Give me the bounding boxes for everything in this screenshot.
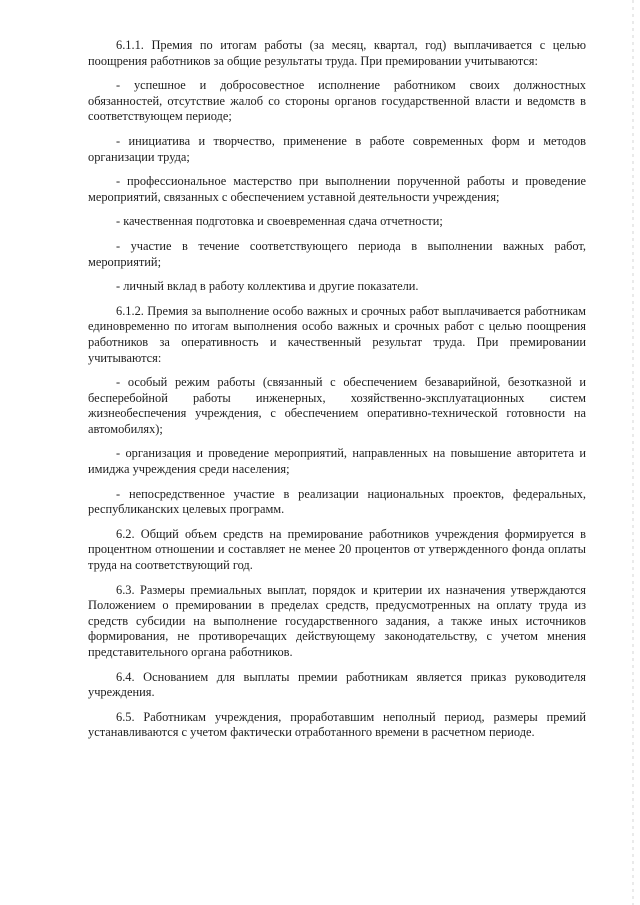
document-body: [88, 38, 586, 750]
list-item-initiative: - инициатива и творчество, применение в работе современных форм и методов организации труда;: [88, 133, 586, 164]
paragraph-6-3: 6.3. Размеры премиальных выплат, порядок и критерии их назначения утверждаются Положением о премировании в пределах средств, предусмотренных на оплату труда из средств субсидии на выполнение государственного задания, а также иных источников формирования, не противоречащих действующему законодательству, с учетом мнения представительного органа работников.: [88, 582, 586, 659]
list-item-reporting: - качественная подготовка и своевременная сдача отчетности;: [116, 214, 443, 229]
paragraph-6-1-2: 6.1.2. Премия за выполнение особо важных и срочных работ выплачивается работникам единовременно по итогам выполнения особо важных и срочных работ с целью поощрения работников за оперативность и качественный результат труда. При премировании учитываются:: [88, 303, 586, 365]
paragraph-6-5: 6.5. Работникам учреждения, проработавшим неполный период, размеры премий устанавливаются с учетом фактически отработанного времени в расчетном периоде.: [88, 709, 586, 740]
paragraph-6-2: 6.2. Общий объем средств на премирование работников учреждения формируется в процентном отношении и составляет не менее 20 процентов от утвержденного фонда оплаты труда на соответствующий год.: [88, 526, 586, 573]
list-item-participation: - участие в течение соответствующего периода в выполнении важных работ, мероприятий;: [88, 238, 586, 269]
list-item-national-projects: - непосредственное участие в реализации национальных проектов, федеральных, республиканских целевых программ.: [88, 486, 586, 517]
list-item-events: - организация и проведение мероприятий, направленных на повышение авторитета и имиджа учреждения среди населения;: [88, 446, 586, 477]
paragraph-6-1-1: 6.1.1. Премия по итогам работы (за месяц, квартал, год) выплачивается с целью поощрения работников за общие результаты труда. При премировании учитываются:: [88, 38, 586, 68]
list-item-professionalism: - профессиональное мастерство при выполнении порученной работы и проведение мероприятий, связанных с обеспечением уставной деятельности учреждения;: [88, 174, 586, 204]
scan-edge-mark: [632, 0, 634, 905]
list-item-special-mode: - особый режим работы (связанный с обеспечением безаварийной, безотказной и бесперебойной работы инженерных, хозяйственно-эксплуатационных систем жизнеобеспечения учреждения, с обеспечением оперативно-технической готовности на автомобилях);: [88, 375, 586, 436]
list-item-contribution: - личный вклад в работу коллектива и другие показатели.: [116, 279, 419, 294]
paragraph-6-4: 6.4. Основанием для выплаты премии работникам является приказ руководителя учреждения.: [88, 669, 586, 700]
list-item-duties: - успешное и добросовестное исполнение работником своих должностных обязанностей, отсутствие жалоб со стороны органов государственной власти и ведомств в соответствующем периоде;: [88, 78, 586, 124]
